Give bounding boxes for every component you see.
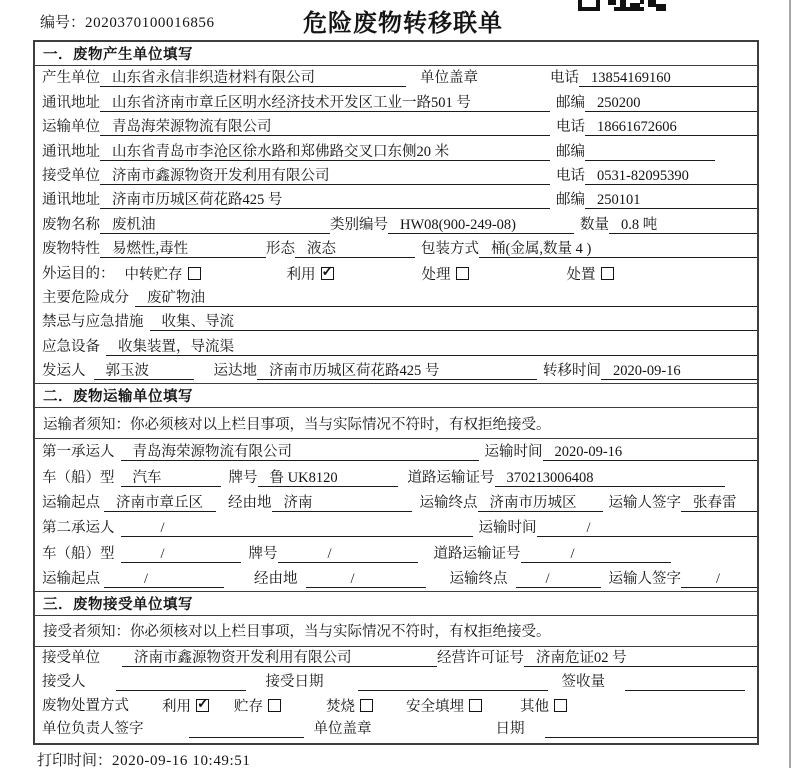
form-row xyxy=(35,188,757,212)
checkbox-label: 处置 xyxy=(566,267,596,284)
field-label: 电话 xyxy=(556,119,585,136)
field-label: 日期 xyxy=(495,721,525,738)
field-value: HW08(900-249-08) xyxy=(388,216,574,234)
field-value: 鲁 UK8120 xyxy=(258,469,398,487)
checkbox-unchecked-icon xyxy=(469,699,482,712)
field-label: 接受日期 xyxy=(265,674,324,691)
field-value: 济南市鑫源物资开发利用有限公司 xyxy=(100,167,550,185)
form-row xyxy=(35,439,757,464)
field-value: 0.8 吨 xyxy=(609,216,757,234)
checkbox-label: 其他 xyxy=(520,699,549,716)
field-value: 济南市章丘区 xyxy=(104,494,216,512)
checkbox-option xyxy=(125,265,201,283)
receiver-notice: 接受者须知：你必须核对以上栏目事项，当与实际情况不符时，有权拒绝接受。 xyxy=(35,616,757,647)
checkbox-checked-icon xyxy=(196,699,209,712)
form-row xyxy=(35,490,757,515)
checkbox-option xyxy=(234,697,281,715)
field-value: 山东省济南市章丘区明水经济技术开发区工业一路501 号 xyxy=(100,94,550,112)
form-row xyxy=(35,164,757,188)
field-label: 运输时间 xyxy=(484,444,543,461)
form-row xyxy=(35,359,757,383)
field-value: 收集装置，导流渠 xyxy=(106,338,757,356)
field-value: 济南市鑫源物资开发利用有限公司 xyxy=(122,649,437,667)
field-label: 数量 xyxy=(580,216,609,233)
field-value: 250101 xyxy=(585,191,757,209)
field-value xyxy=(625,673,745,691)
field-value: 青岛海荣源物流有限公司 xyxy=(121,443,479,461)
page-title: 危险废物转移联单 xyxy=(303,11,503,37)
field-label: 形态 xyxy=(266,241,295,258)
field-value xyxy=(585,143,715,161)
field-label: 废物特性 xyxy=(42,241,100,258)
field-label: 单位盖章 xyxy=(313,721,372,738)
form-row xyxy=(35,261,757,285)
field-label: 转移时间 xyxy=(543,363,601,380)
field-label: 运输终点 xyxy=(419,494,478,511)
section-3-rows xyxy=(35,647,757,741)
checkbox-option xyxy=(406,697,482,715)
field-label: 单位盖章 xyxy=(420,70,478,87)
form-row xyxy=(35,66,757,90)
field-label: 第一承运人 xyxy=(42,444,115,461)
field-label: 废物名称 xyxy=(42,216,100,233)
field-value: 张春雷 xyxy=(681,494,757,512)
field-value: 250200 xyxy=(585,94,757,112)
form-row xyxy=(35,566,757,591)
form-row xyxy=(35,310,757,334)
section-1-header: 一．废物产生单位填写 xyxy=(35,42,757,66)
doc-number-value: 2020370100016856 xyxy=(85,15,215,31)
field-value: 收集、导流 xyxy=(150,313,758,331)
checkbox-checked-icon xyxy=(321,267,334,280)
field-label: 签收量 xyxy=(561,674,605,691)
field-value: / xyxy=(537,519,758,537)
form-table xyxy=(33,40,759,745)
field-label: 道路运输证号 xyxy=(407,469,495,486)
field-label: 经由地 xyxy=(254,570,298,587)
section-2-header: 二．废物运输单位填写 xyxy=(35,384,757,408)
field-label: 产生单位 xyxy=(42,70,100,87)
field-label: 发运人 xyxy=(42,363,86,380)
checkbox-label: 安全填埋 xyxy=(406,699,464,716)
field-label: 牌号 xyxy=(248,545,278,562)
field-value xyxy=(116,673,246,691)
checkbox-option xyxy=(162,697,209,715)
field-label: 主要危险成分 xyxy=(42,289,129,306)
field-value: / xyxy=(681,570,757,588)
form-row xyxy=(35,334,757,358)
field-label: 道路运输证号 xyxy=(433,545,521,562)
field-value xyxy=(358,673,548,691)
field-label: 接受单位 xyxy=(42,167,100,184)
checkbox-option xyxy=(287,265,334,283)
field-value: 易燃性,毒性 xyxy=(100,240,266,258)
field-value: 2020-09-16 xyxy=(543,443,758,461)
field-label: 运输起点 xyxy=(42,570,100,587)
form-row xyxy=(35,286,757,310)
field-label: 邮编 xyxy=(556,94,585,111)
form-row xyxy=(35,212,757,236)
form-row xyxy=(35,90,757,114)
field-label: 电话 xyxy=(556,167,585,184)
field-label: 通讯地址 xyxy=(42,94,100,111)
field-label: 电话 xyxy=(550,70,579,87)
field-value: / xyxy=(121,519,473,537)
checkbox-unchecked-icon xyxy=(554,699,567,712)
field-label: 经由地 xyxy=(228,494,272,511)
field-label: 经营许可证号 xyxy=(437,650,524,667)
checkbox-unchecked-icon xyxy=(601,267,614,280)
form-row xyxy=(35,464,757,489)
form-row xyxy=(35,718,757,742)
form-row xyxy=(35,647,757,671)
form-row xyxy=(35,694,757,718)
field-value: 0531-82095390 xyxy=(585,167,757,185)
field-value: 汽车 xyxy=(121,469,221,487)
field-value: 桶(金属,数量 4 ) xyxy=(479,240,757,258)
field-label: 应急设备 xyxy=(42,338,100,355)
section-2-rows xyxy=(35,439,757,591)
checkbox-label: 中转贮存 xyxy=(124,267,183,284)
section-3-header: 三．废物接受单位填写 xyxy=(35,592,757,616)
field-value: 山东省青岛市李沧区徐水路和郑佛路交叉口东侧20 米 xyxy=(100,143,550,161)
field-label: 运输终点 xyxy=(449,570,508,587)
checkbox-label: 焚烧 xyxy=(326,699,355,716)
field-label: 运输人签字 xyxy=(608,570,681,587)
doc-number-label: 编号： xyxy=(40,15,86,31)
field-value: 济南市历城区 xyxy=(478,494,603,512)
field-value: 18661672606 xyxy=(585,118,757,136)
field-value: / xyxy=(278,545,418,563)
field-value: / xyxy=(521,545,671,563)
checkbox-label: 利用 xyxy=(286,267,316,284)
field-label: 单位负责人签字 xyxy=(42,721,144,738)
page-edge-line xyxy=(789,0,791,768)
field-label: 通讯地址 xyxy=(42,192,100,209)
checkbox-unchecked-icon xyxy=(456,267,469,280)
qr-code-partial-icon xyxy=(578,0,666,11)
field-label: 运达地 xyxy=(213,363,257,380)
field-label: 运输时间 xyxy=(478,520,537,537)
field-value: / xyxy=(104,570,224,588)
field-label: 类别编号 xyxy=(330,216,388,233)
field-label: 废物处置方式 xyxy=(42,697,129,714)
field-value: / xyxy=(306,570,426,588)
checkbox-label: 贮存 xyxy=(234,699,263,716)
field-label: 运输人签字 xyxy=(608,494,681,511)
field-value: 济南 xyxy=(272,494,412,512)
checkbox-option xyxy=(567,265,614,283)
field-label: 接受单位 xyxy=(42,650,100,667)
transporter-notice: 运输者须知：你必须核对以上栏目事项，当与实际情况不符时，有权拒绝接受。 xyxy=(35,408,757,439)
field-value: 济南危证02 号 xyxy=(524,649,757,667)
checkbox-unchecked-icon xyxy=(188,267,201,280)
field-value: 济南市历城区荷花路425 号 xyxy=(257,362,537,380)
print-time-label: 打印时间： xyxy=(37,753,113,768)
field-value: 13854169160 xyxy=(579,69,757,87)
checkbox-option xyxy=(422,265,469,283)
field-label: 包装方式 xyxy=(421,241,479,258)
field-label: 外运目的： xyxy=(42,265,115,282)
checkbox-unchecked-icon xyxy=(360,699,373,712)
field-label: 牌号 xyxy=(228,469,258,486)
field-label: 车（船）型 xyxy=(42,545,115,562)
form-row xyxy=(35,515,757,540)
field-label: 邮编 xyxy=(556,143,585,160)
field-value: 液态 xyxy=(295,240,415,258)
checkbox-option xyxy=(520,697,567,715)
field-value: 2020-09-16 xyxy=(601,362,757,380)
field-value: 青岛海荣源物流有限公司 xyxy=(100,118,550,136)
form-row xyxy=(35,139,757,163)
field-value: 郭玉波 xyxy=(94,362,194,380)
field-value: 山东省永信非织造材料有限公司 xyxy=(100,69,406,87)
field-value: 370213006408 xyxy=(495,469,725,487)
field-value: 济南市历城区荷花路425 号 xyxy=(100,191,550,209)
field-label: 运输单位 xyxy=(42,119,100,136)
checkbox-option xyxy=(326,697,373,715)
field-label: 通讯地址 xyxy=(42,143,100,160)
form-row xyxy=(35,670,757,694)
field-label: 接受人 xyxy=(42,674,86,691)
field-value xyxy=(189,720,304,738)
section-waste-generator xyxy=(35,42,757,383)
print-time xyxy=(37,749,251,768)
field-label: 邮编 xyxy=(556,192,585,209)
field-label: 车（船）型 xyxy=(42,469,115,486)
field-label: 第二承运人 xyxy=(42,520,115,537)
checkbox-unchecked-icon xyxy=(268,699,281,712)
print-time-value: 2020-09-16 10:49:51 xyxy=(112,753,251,768)
section-waste-transporter xyxy=(35,383,757,591)
field-value: 废矿物油 xyxy=(135,289,757,307)
section-waste-receiver xyxy=(35,591,757,741)
field-value xyxy=(545,720,758,738)
field-value: 废机油 xyxy=(100,216,330,234)
field-value: / xyxy=(516,570,601,588)
field-value: / xyxy=(121,545,241,563)
field-label: 运输起点 xyxy=(42,494,100,511)
form-row xyxy=(35,237,757,261)
checkbox-label: 处理 xyxy=(421,267,451,284)
form-row xyxy=(35,115,757,139)
checkbox-label: 利用 xyxy=(162,699,191,716)
form-row xyxy=(35,540,757,565)
section-1-rows xyxy=(35,66,757,383)
field-label: 禁忌与应急措施 xyxy=(42,314,144,331)
